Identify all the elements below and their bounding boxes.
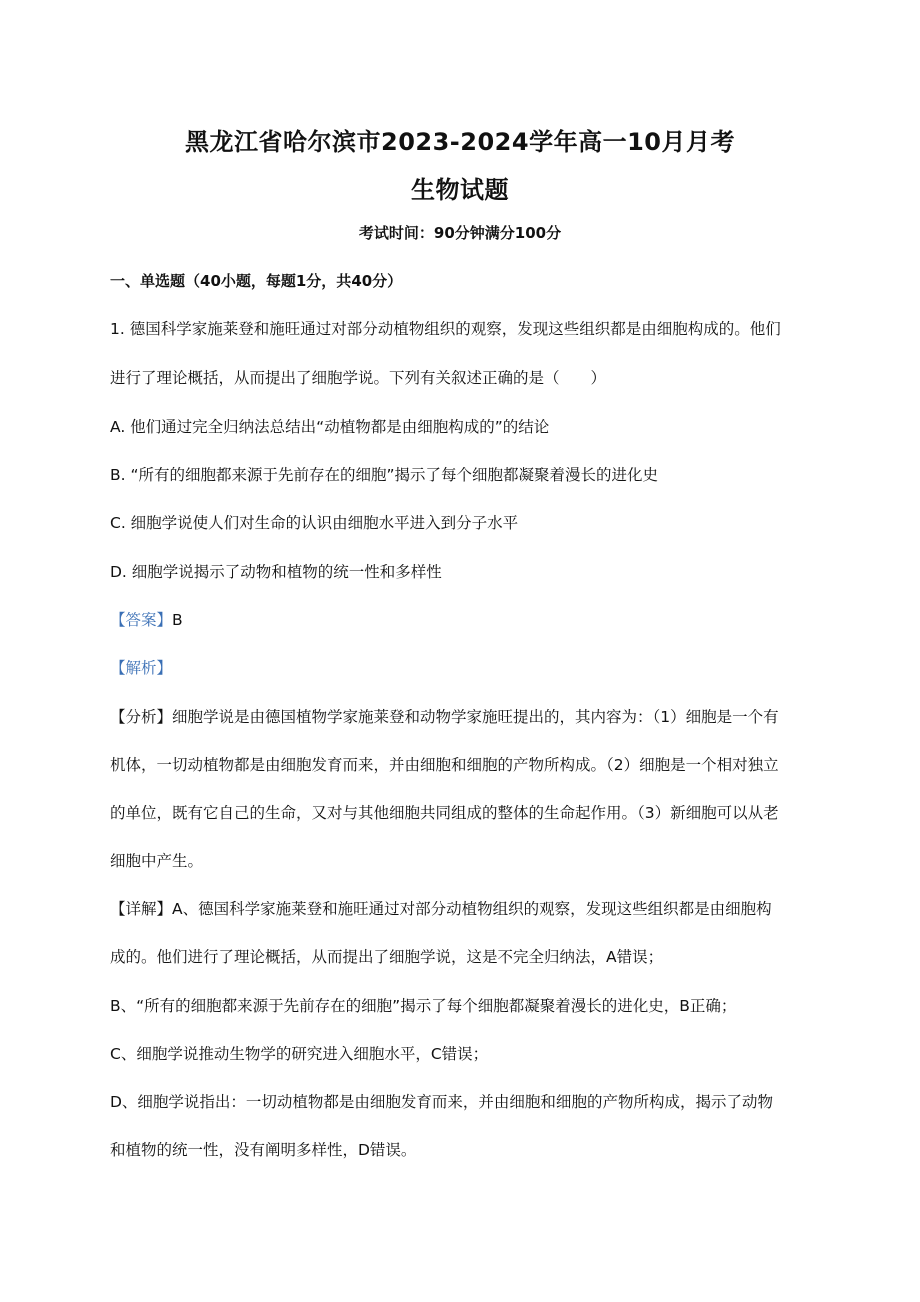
answer-value: B <box>172 611 183 629</box>
fenxi-line-2: 机体，一切动植物都是由细胞发育而来，并由细胞和细胞的产物所构成。（2）细胞是一个相对独立 <box>110 756 779 774</box>
option-d: D. 细胞学说揭示了动物和植物的统一性和多样性 <box>110 563 442 581</box>
detail-label: 【详解】 <box>110 900 173 918</box>
detail-line-1 <box>110 898 810 920</box>
question-stem-line-1: 1. 德国科学家施莱登和施旺通过对部分动植物组织的观察，发现这些组织都是由细胞构成的。他们 <box>110 320 781 338</box>
answer-line <box>110 609 810 631</box>
fenxi-line-1 <box>110 706 810 728</box>
fenxi-line-4: 细胞中产生。 <box>110 852 204 870</box>
exam-info: 考试时间：90分钟满分100分 <box>358 224 562 242</box>
detail-text-1: A、德国科学家施莱登和施旺通过对部分动植物组织的观察，发现这些组织都是由细胞构 <box>172 900 772 918</box>
section-heading: 一、单选题（40小题，每题1分，共40分） <box>110 272 403 290</box>
option-a: A. 他们通过完全归纳法总结出“动植物都是由细胞构成的”的结论 <box>110 418 550 436</box>
option-c: C. 细胞学说使人们对生命的认识由细胞水平进入到分子水平 <box>110 514 519 532</box>
detail-line-5: D、细胞学说指出：一切动植物都是由细胞发育而来，并由细胞和细胞的产物所构成，揭示了动物 <box>110 1093 773 1111</box>
page-subtitle: 生物试题 <box>411 176 509 204</box>
detail-line-2: 成的。他们进行了理论概括，从而提出了细胞学说，这是不完全归纳法，A错误； <box>110 948 664 966</box>
analysis-line <box>110 657 810 679</box>
detail-line-6: 和植物的统一性，没有阐明多样性，D错误。 <box>110 1141 417 1159</box>
option-b: B. “所有的细胞都来源于先前存在的细胞”揭示了每个细胞都凝聚着漫长的进化史 <box>110 466 659 484</box>
detail-line-3: B、“所有的细胞都来源于先前存在的细胞”揭示了每个细胞都凝聚着漫长的进化史，B正确； <box>110 997 737 1015</box>
answer-label: 【答案】 <box>110 611 173 629</box>
page-title: 黑龙江省哈尔滨市2023-2024学年高一10月月考 <box>185 128 735 156</box>
fenxi-label: 【分析】 <box>110 708 173 726</box>
fenxi-line-3: 的单位，既有它自己的生命，又对与其他细胞共同组成的整体的生命起作用。（3）新细胞可以从老 <box>110 804 779 822</box>
question-stem-line-2: 进行了理论概括，从而提出了细胞学说。下列有关叙述正确的是（ ） <box>110 369 607 387</box>
analysis-label: 【解析】 <box>110 659 173 677</box>
fenxi-text-1: 细胞学说是由德国植物学家施莱登和动物学家施旺提出的，其内容为：（1）细胞是一个有 <box>172 708 779 726</box>
detail-line-4: C、细胞学说推动生物学的研究进入细胞水平，C错误； <box>110 1045 489 1063</box>
